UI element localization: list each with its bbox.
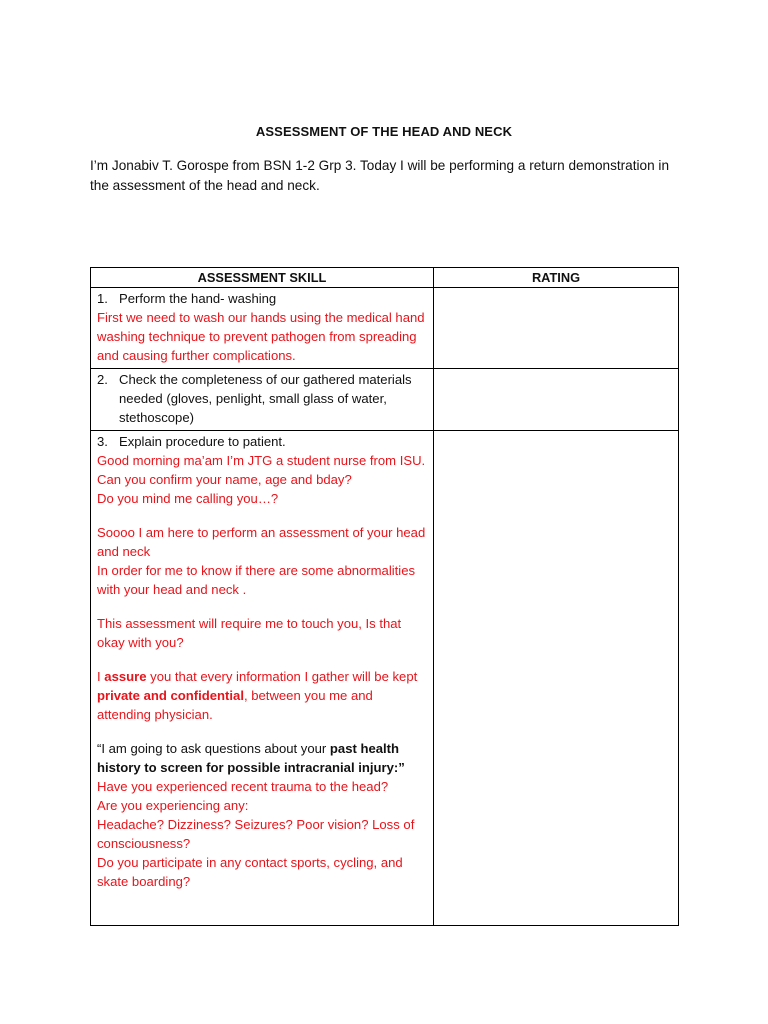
step-number: 3. (97, 434, 108, 449)
skill-cell (91, 288, 434, 369)
purpose-text: Soooo I am here to perform an assessment of your head and neck (97, 525, 426, 559)
rating-cell[interactable] (434, 431, 679, 926)
step-label: Explain procedure to patient. (119, 434, 286, 449)
header-rating: RATING (434, 268, 679, 288)
history-question: Headache? Dizziness? Seizures? Poor vision? Loss of consciousness? (97, 817, 415, 851)
confidentiality-text: I assure you that every information I gather will be kept private and confidential, between you me and attending physician. (97, 669, 418, 722)
table-row (91, 288, 679, 369)
step-number: 1. (97, 291, 108, 306)
intro-paragraph: I’m Jonabiv T. Gorospe from BSN 1-2 Grp 3. Today I will be performing a return demonstration in the assessment of the head and neck. (90, 158, 670, 193)
assessment-table (90, 267, 679, 926)
rating-cell[interactable] (434, 288, 679, 369)
table-row (91, 431, 679, 926)
step-heading (97, 432, 427, 451)
history-question: Have you experienced recent trauma to the head? (97, 779, 389, 794)
history-question: Are you experiencing any: (97, 798, 249, 813)
step-heading (97, 370, 427, 427)
history-intro: “I am going to ask questions about your past health history to screen for possible intracranial injury:” (97, 741, 405, 775)
purpose-detail: In order for me to know if there are some abnormalities with your head and neck . (97, 563, 416, 597)
consent-text: This assessment will require me to touch you, Is that okay with you? (97, 616, 402, 650)
table-header-row (91, 268, 679, 288)
step-label: Check the completeness of our gathered materials needed (gloves, penlight, small glass of water, stethoscope) (119, 372, 412, 425)
greeting-text: Good morning ma’am I’m JTG a student nurse from ISU. Can you confirm your name, age and bday? (97, 453, 426, 487)
step-label: Perform the hand- washing (119, 291, 277, 306)
step-note: First we need to wash our hands using the medical hand washing technique to prevent pathogen from spreading and causing further complications. (97, 310, 425, 363)
step-heading (97, 289, 427, 308)
skill-cell (91, 431, 434, 926)
document-title: ASSESSMENT OF THE HEAD AND NECK (255, 124, 513, 139)
step-number: 2. (97, 372, 108, 387)
skill-cell (91, 369, 434, 431)
rating-cell[interactable] (434, 369, 679, 431)
history-question: Do you participate in any contact sports, cycling, and skate boarding? (97, 855, 403, 889)
header-assessment-skill: ASSESSMENT SKILL (91, 268, 434, 288)
greeting-question: Do you mind me calling you…? (97, 491, 279, 506)
table-row (91, 369, 679, 431)
